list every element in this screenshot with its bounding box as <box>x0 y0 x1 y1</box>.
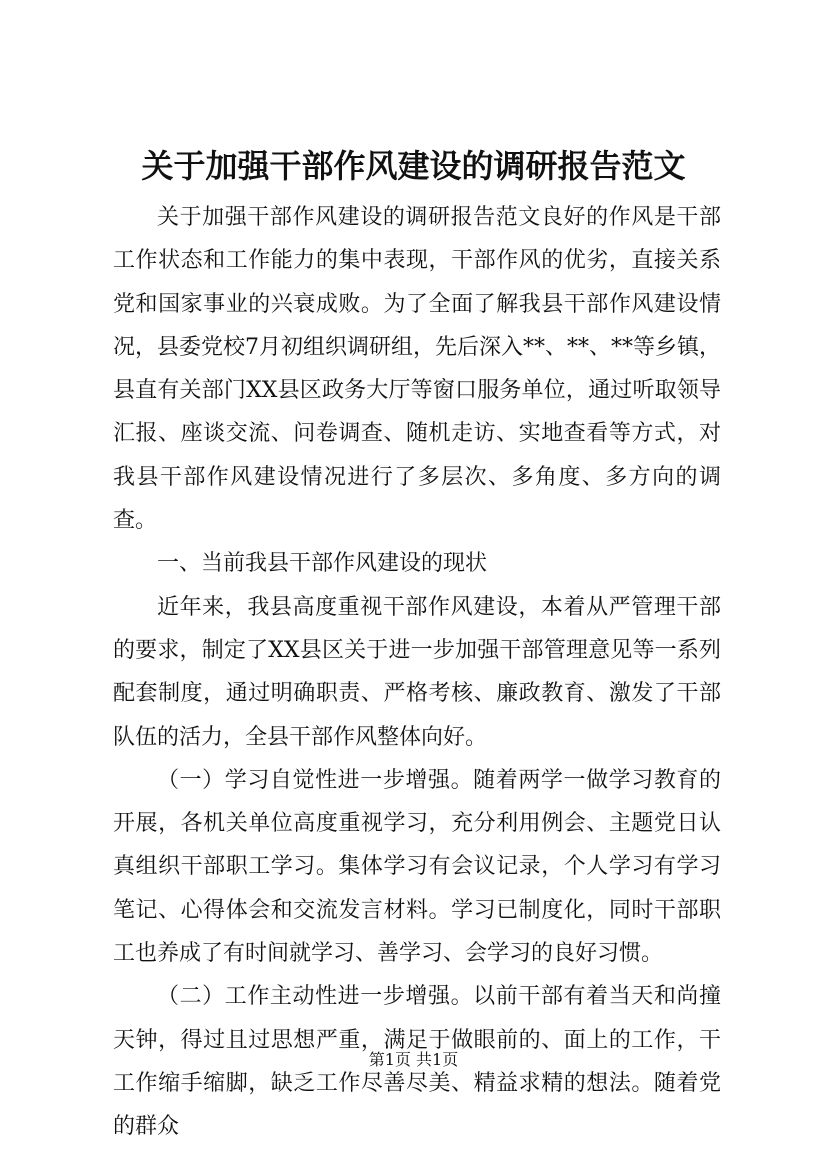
overview-paragraph: 近年来，我县高度重视干部作风建设，本着从严管理干部的要求，制定了XX县区关于进一步加强干部管理意见等一系列配套制度，通过明确职责、严格考核、廉政教育、激发了干部队伍的活力，全县干部作风整体向好。 <box>113 594 721 750</box>
section-heading: 一、当前我县干部作风建设的现状 <box>157 551 488 577</box>
study-paragraph: （一）学习自觉性进一步增强。随着两学一做学习教育的开展，各机关单位高度重视学习，充分利用例会、主题党日认真组织干部职工学习。集体学习有会议记录，个人学习有学习笔记、心得体会和交流发言材料。学习已制度化，同时干部职工也养成了有时间就学习、善学习、会学习的良好习惯。 <box>113 767 721 967</box>
initiative-paragraph: （二）工作主动性进一步增强。以前干部有着当天和尚撞天钟，得过且过思想严重，满足于做眼前的、面上的工作，干工作缩手缩脚，缺乏工作尽善尽美、精益求精的想法。随着党的群众 <box>113 984 721 1140</box>
page-number-footer: 第1页 共1页 <box>368 1050 459 1069</box>
document-title: 关于加强干部作风建设的调研报告范文 <box>141 147 686 185</box>
intro-paragraph: 关于加强干部作风建设的调研报告范文良好的作风是干部工作状态和工作能力的集中表现，干部作风的优劣，直接关系党和国家事业的兴衰成败。为了全面了解我县干部作风建设情况，县委党校7月初组织调研组，先后深入**、**、**等乡镇，县直有关部门XX县区政务大厅等窗口服务单位，通过听取领导汇报、座谈交流、问卷调查、随机走访、实地查看等方式，对我县干部作风建设情况进行了多层次、多角度、多方向的调查。 <box>113 205 721 534</box>
document-body <box>113 196 721 1149</box>
